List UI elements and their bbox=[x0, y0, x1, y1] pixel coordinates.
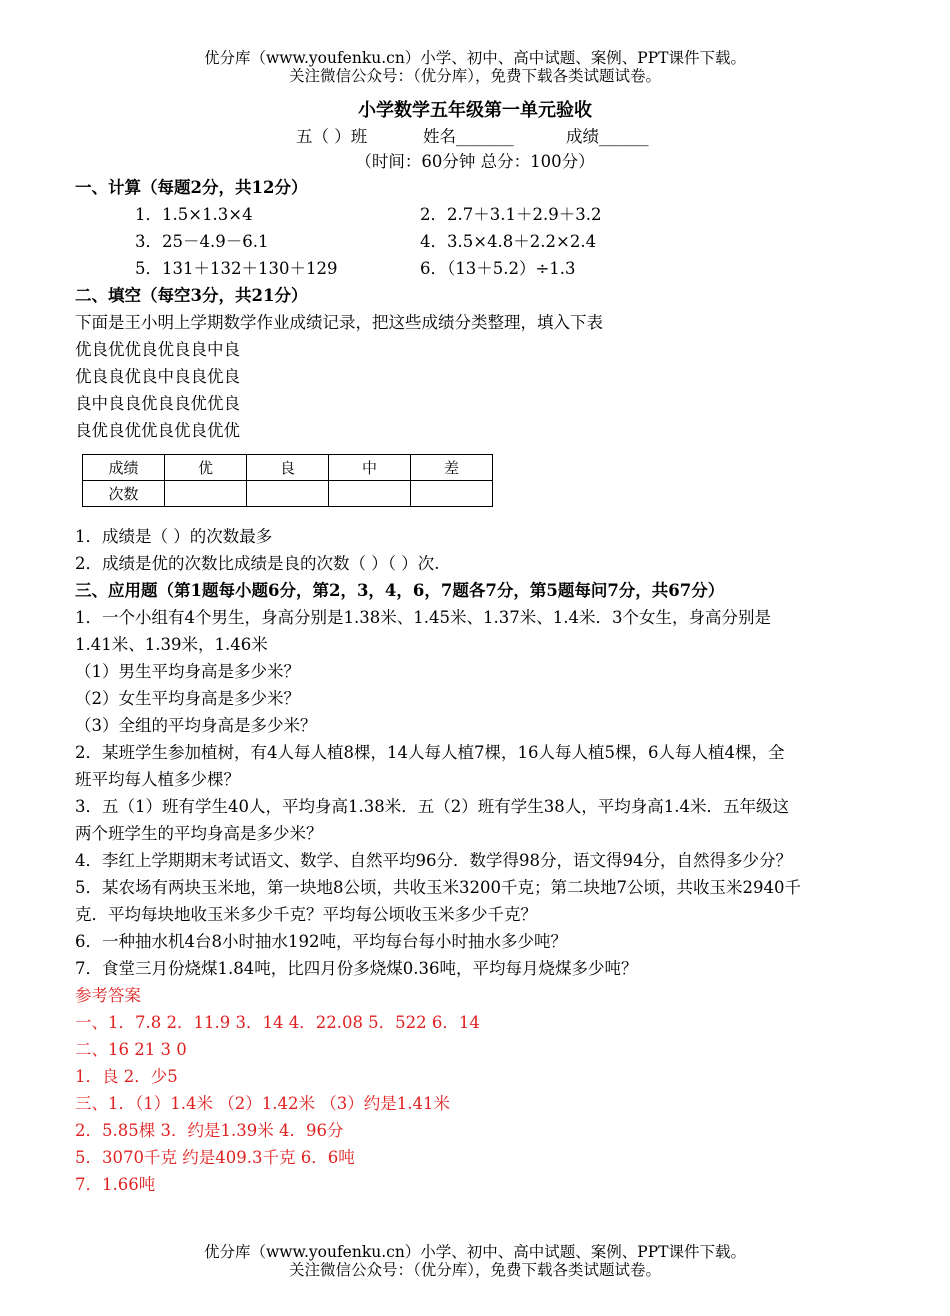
table-cell: 优 bbox=[165, 455, 247, 481]
grade-table bbox=[82, 454, 493, 507]
header-line-2: 关注微信公众号：（优分库），免费下载各类试题试卷。 bbox=[288, 67, 661, 85]
problem-line: 两个班学生的平均身高是多少米？ bbox=[75, 824, 323, 843]
score-field: 成绩______ bbox=[566, 127, 649, 146]
problem-line: 6．一种抽水机4台8小时抽水192吨，平均每台每小时抽水多少吨？ bbox=[75, 932, 567, 951]
problem-line: 4．李红上学期期末考试语文、数学、自然平均96分．数学得98分，语文得94分，自然得多少分？ bbox=[75, 851, 792, 870]
section1-heading: 一、计算（每题2分，共12分） bbox=[75, 178, 308, 197]
answer-line: 二、16 21 3 0 bbox=[75, 1040, 187, 1059]
section2-heading: 二、填空（每空3分，共21分） bbox=[75, 286, 308, 305]
problem-line: 班平均每人植多少棵？ bbox=[75, 770, 240, 789]
table-cell-blank[interactable] bbox=[411, 481, 493, 507]
answer-line: 三、1．（1）1.4米 （2）1.42米 （3）约是1.41米 bbox=[75, 1094, 450, 1113]
section3-heading: 三、应用题（第1题每小题6分，第2，3，4，6，7题各7分，第5题每问7分，共67分） bbox=[75, 581, 725, 600]
calc-item: 3．25－4.9－6.1 bbox=[135, 232, 269, 251]
table-cell-blank[interactable] bbox=[247, 481, 329, 507]
fill-question: 2．成绩是优的次数比成绩是良的次数（ ）（ ）次. bbox=[75, 554, 440, 573]
table-cell: 次数 bbox=[83, 481, 165, 507]
table-row bbox=[83, 455, 493, 481]
calc-item: 4．3.5×4.8＋2.2×2.4 bbox=[420, 232, 597, 251]
fill-question: 1．成绩是（ ）的次数最多 bbox=[75, 527, 273, 546]
problem-line: 克．平均每块地收玉米多少千克？平均每公顷收玉米多少千克？ bbox=[75, 905, 537, 924]
problem-line: 2．某班学生参加植树，有4人每人植8棵，14人每人植7棵，16人每人植5棵，6人每人植4棵，全 bbox=[75, 743, 785, 762]
calc-item: 2．2.7＋3.1＋2.9＋3.2 bbox=[420, 205, 602, 224]
problem-line: 3．五（1）班有学生40人，平均身高1.38米．五（2）班有学生38人，平均身高1.4米．五年级这 bbox=[75, 797, 789, 816]
table-cell-blank[interactable] bbox=[329, 481, 411, 507]
grade-record: 良中良良优良良优优良 bbox=[75, 394, 240, 413]
answer-line: 5．3070千克 约是409.3千克 6．6吨 bbox=[75, 1148, 355, 1167]
class-field: 五（ ）班 bbox=[296, 127, 368, 146]
header-line-1: 优分库（www.youfenku.cn）小学、初中、高中试题、案例、PPT课件下载。 bbox=[203, 49, 747, 67]
footer-line-2: 关注微信公众号：（优分库），免费下载各类试题试卷。 bbox=[288, 1261, 661, 1279]
name-field: 姓名_______ bbox=[423, 127, 514, 146]
answer-line: 2．5.85棵 3．约是1.39米 4．96分 bbox=[75, 1121, 344, 1140]
answer-line: 7．1.66吨 bbox=[75, 1175, 156, 1194]
answers-heading: 参考答案 bbox=[75, 986, 141, 1005]
grade-record: 良优良优优良优良优优 bbox=[75, 421, 240, 440]
footer-line-1: 优分库（www.youfenku.cn）小学、初中、高中试题、案例、PPT课件下载。 bbox=[203, 1243, 747, 1261]
table-cell: 成绩 bbox=[83, 455, 165, 481]
table-cell: 差 bbox=[411, 455, 493, 481]
problem-line: 1．一个小组有4个男生，身高分别是1.38米、1.45米、1.37米、1.4米．3个女生，身高分别是 bbox=[75, 608, 771, 627]
calc-item: 6．（13＋5.2）÷1.3 bbox=[420, 259, 576, 278]
table-row bbox=[83, 481, 493, 507]
problem-line: （3）全组的平均身高是多少米？ bbox=[75, 716, 317, 735]
problem-line: （1）男生平均身高是多少米？ bbox=[75, 662, 300, 681]
grade-record: 优良良优良中良良优良 bbox=[75, 367, 240, 386]
answer-line: 1．良 2．少5 bbox=[75, 1067, 178, 1086]
answer-line: 一、1．7.8 2．11.9 3．14 4．22.08 5．522 6．14 bbox=[75, 1013, 480, 1032]
table-cell: 中 bbox=[329, 455, 411, 481]
table-cell-blank[interactable] bbox=[165, 481, 247, 507]
problem-line: （2）女生平均身高是多少米？ bbox=[75, 689, 300, 708]
problem-line: 5．某农场有两块玉米地，第一块地8公顷，共收玉米3200千克；第二块地7公顷，共收玉米2940千 bbox=[75, 878, 801, 897]
calc-item: 1．1.5×1.3×4 bbox=[135, 205, 253, 224]
grade-record: 优良优优良优良良中良 bbox=[75, 340, 240, 359]
section2-intro: 下面是王小明上学期数学作业成绩记录，把这些成绩分类整理，填入下表 bbox=[75, 313, 603, 332]
time-note: （时间：60分钟 总分：100分） bbox=[355, 152, 595, 171]
problem-line: 1.41米、1.39米，1.46米 bbox=[75, 635, 268, 654]
problem-line: 7．食堂三月份烧煤1.84吨，比四月份多烧煤0.36吨，平均每月烧煤多少吨？ bbox=[75, 959, 638, 978]
page-title: 小学数学五年级第一单元验收 bbox=[358, 100, 592, 121]
table-cell: 良 bbox=[247, 455, 329, 481]
calc-item: 5．131＋132＋130＋129 bbox=[135, 259, 338, 278]
